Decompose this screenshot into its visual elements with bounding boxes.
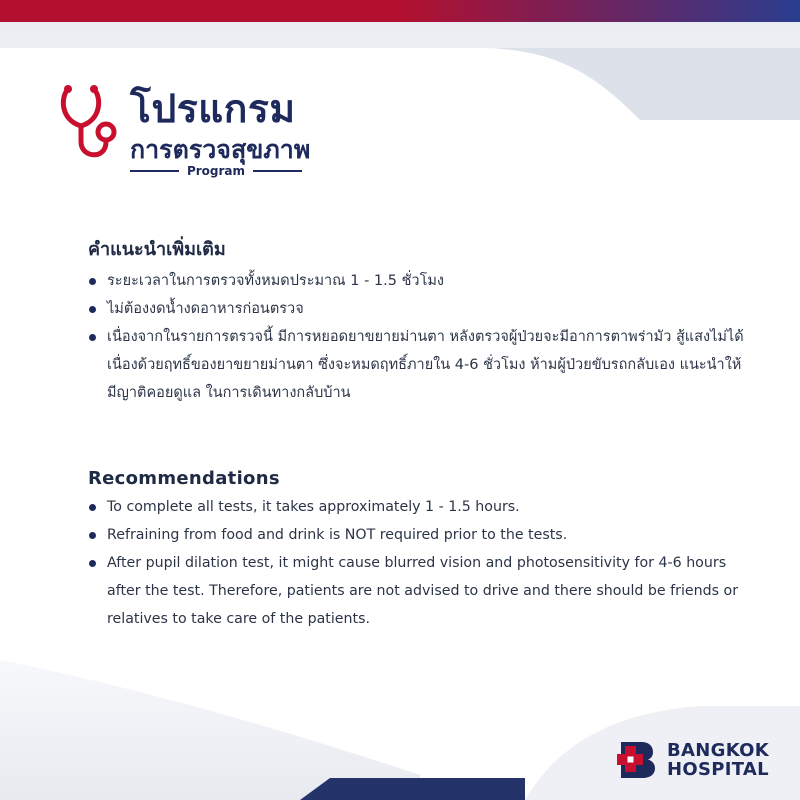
- english-item-1: To complete all tests, it takes approximately 1 - 1.5 hours.: [88, 493, 747, 521]
- thai-section-heading: คำแนะนำเพิ่มเติม: [88, 239, 226, 260]
- logo-line-2: HOSPITAL: [667, 759, 769, 780]
- stethoscope-icon: [58, 80, 122, 170]
- english-section-heading: Recommendations: [88, 468, 280, 489]
- english-item-3: After pupil dilation test, it might cause blurred vision and photosensitivity for 4-6 hours after the test. Therefore, patients are not advised to drive and there should be friends or relatives to take care of the patients.: [88, 549, 747, 633]
- thai-recommendation-list: [88, 267, 747, 407]
- thai-item-3: เนื่องจากในรายการตรวจนี้ มีการหยอดยาขยายม่านตา หลังตรวจผู้ป่วยจะมีอาการตาพร่ามัว สู้แสงไม่ได้ เนื่องด้วยฤทธิ์ของยาขยายม่านตา ซึ่งจะหมดฤทธิ์ภายใน 4-6 ชั่วโมง ห้ามผู้ป่วยขับรถกลับเอง แนะนำให้มีญาติคอยดูแล ในการเดินทางกลับบ้าน: [88, 323, 747, 407]
- english-item-2: Refraining from food and drink is NOT required prior to the tests.: [88, 521, 747, 549]
- bangkok-hospital-b-cross-icon: [617, 740, 657, 780]
- program-label-row: [130, 164, 302, 178]
- thai-item-2: ไม่ต้องงดน้ำงดอาหารก่อนตรวจ: [88, 295, 747, 323]
- program-subtitle: การตรวจสุขภาพ: [130, 135, 311, 164]
- divider-right: [253, 170, 302, 172]
- english-recommendation-list: [88, 493, 747, 633]
- program-title: โปรแกรม: [130, 87, 296, 132]
- program-label: Program: [186, 164, 246, 178]
- thai-item-1: ระยะเวลาในการตรวจทั้งหมดประมาณ 1 - 1.5 ชั่วโมง: [88, 267, 747, 295]
- thai-recommendations-section: [88, 234, 747, 407]
- logo-line-1: BANGKOK: [667, 740, 769, 761]
- logo-wordmark: [667, 741, 769, 779]
- bangkok-hospital-logo: [617, 740, 769, 780]
- english-recommendations-section: [88, 468, 747, 633]
- divider-left: [130, 170, 179, 172]
